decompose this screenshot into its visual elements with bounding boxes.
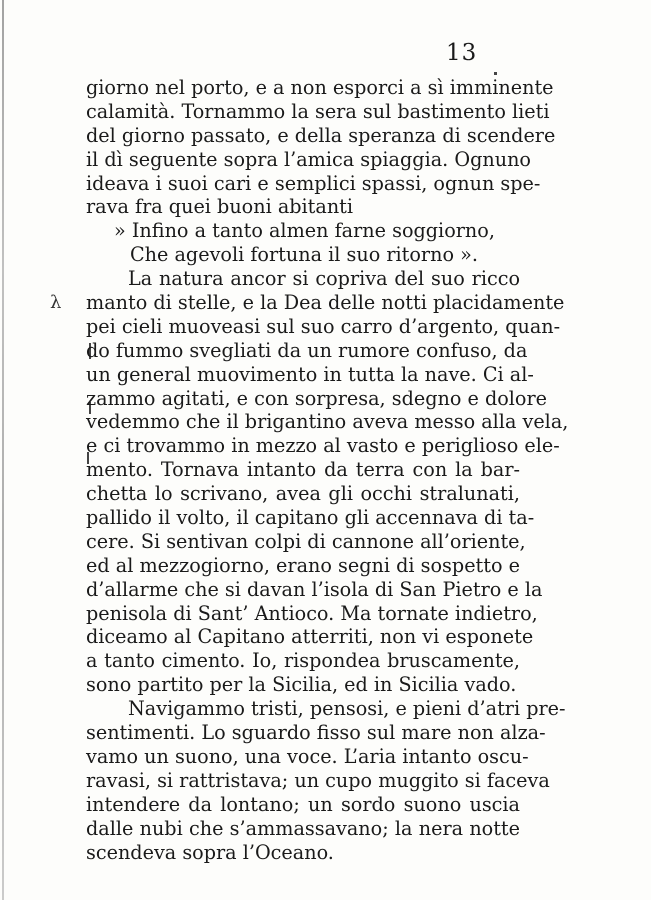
text-line: chetta lo scrivano, avea gli occhi stralunati, <box>86 482 520 506</box>
page-gutter-edge <box>2 0 4 900</box>
text-line: penisola di Sant’ Antioco. Ma tornate indietro, <box>86 601 538 625</box>
ink-speck <box>494 72 497 75</box>
text-line: scendeva sopra l’Oceano. <box>86 840 334 864</box>
page-number: 13 <box>446 40 478 66</box>
text-line: ed al mezzogiorno, erano segni di sospetto e <box>86 553 520 577</box>
text-line: il dì seguente sopra l’amica spiaggia. Ognuno <box>86 147 531 171</box>
text-line: pei cieli muoveasi sul suo carro d’argento, quan- <box>86 314 561 338</box>
text-line: rava fra quei buoni abitanti <box>86 195 354 219</box>
text-line: Navigammo tristi, pensosi, e pieni d’atri pre- <box>128 697 566 721</box>
body-text <box>86 76 569 864</box>
text-line: vamo un suono, una voce. L’aria intanto oscu- <box>86 744 529 768</box>
text-line: intendere da lontano; un sordo suono uscia <box>86 792 520 816</box>
text-line: ravasi, si rattristava; un cupo muggito si faceva <box>86 768 550 792</box>
text-line: mento. Tornava intanto da terra con la bar- <box>86 458 520 482</box>
text-line: cere. Si sentivan colpi di cannone all’oriente, <box>86 529 526 553</box>
text-line: manto di stelle, e la Dea delle notti placidamente <box>86 291 565 315</box>
text-line: vedemmo che il brigantino aveva messo alla vela, <box>86 410 569 434</box>
text-line: sono partito per la Sicilia, ed in Sicilia vado. <box>86 673 517 697</box>
text-line: La natura ancor si copriva del suo ricco <box>128 267 520 291</box>
text-line: do fummo svegliati da un rumore confuso, da <box>86 338 528 362</box>
margin-annotation: λ <box>50 292 62 313</box>
text-line: del giorno passato, e della speranza di scendere <box>86 123 556 147</box>
quote-line: » Infino a tanto almen farne soggiorno, <box>114 219 495 243</box>
text-line: a tanto cimento. Io, rispondea bruscamente, <box>86 649 520 673</box>
text-line: pallido il volto, il capitano gli accennava di ta- <box>86 506 535 530</box>
text-line: giorno nel porto, e a non esporci a sì imminente <box>86 76 554 99</box>
text-line: zammo agitati, e con sorpresa, sdegno e dolore <box>86 386 547 410</box>
text-line: sentimenti. Lo sguardo fisso sul mare non alza- <box>86 721 546 745</box>
text-line: dalle nubi che s’ammassavano; la nera notte <box>86 816 520 840</box>
text-line: e ci trovammo in mezzo al vasto e periglioso ele- <box>86 434 560 458</box>
text-line: ideava i suoi cari e semplici spassi, ognun spe- <box>86 171 541 195</box>
quote-line: Che agevoli fortuna il suo ritorno ». <box>130 243 478 267</box>
text-line: un general muovimento in tutta la nave. Ci al- <box>86 362 534 386</box>
text-line: d’allarme che si davan l’isola di San Pietro e la <box>86 577 543 601</box>
text-line: calamità. Tornammo la sera sul bastimento lieti <box>86 99 550 123</box>
text-line: diceamo al Capitano atterriti, non vi esponete <box>86 625 534 649</box>
